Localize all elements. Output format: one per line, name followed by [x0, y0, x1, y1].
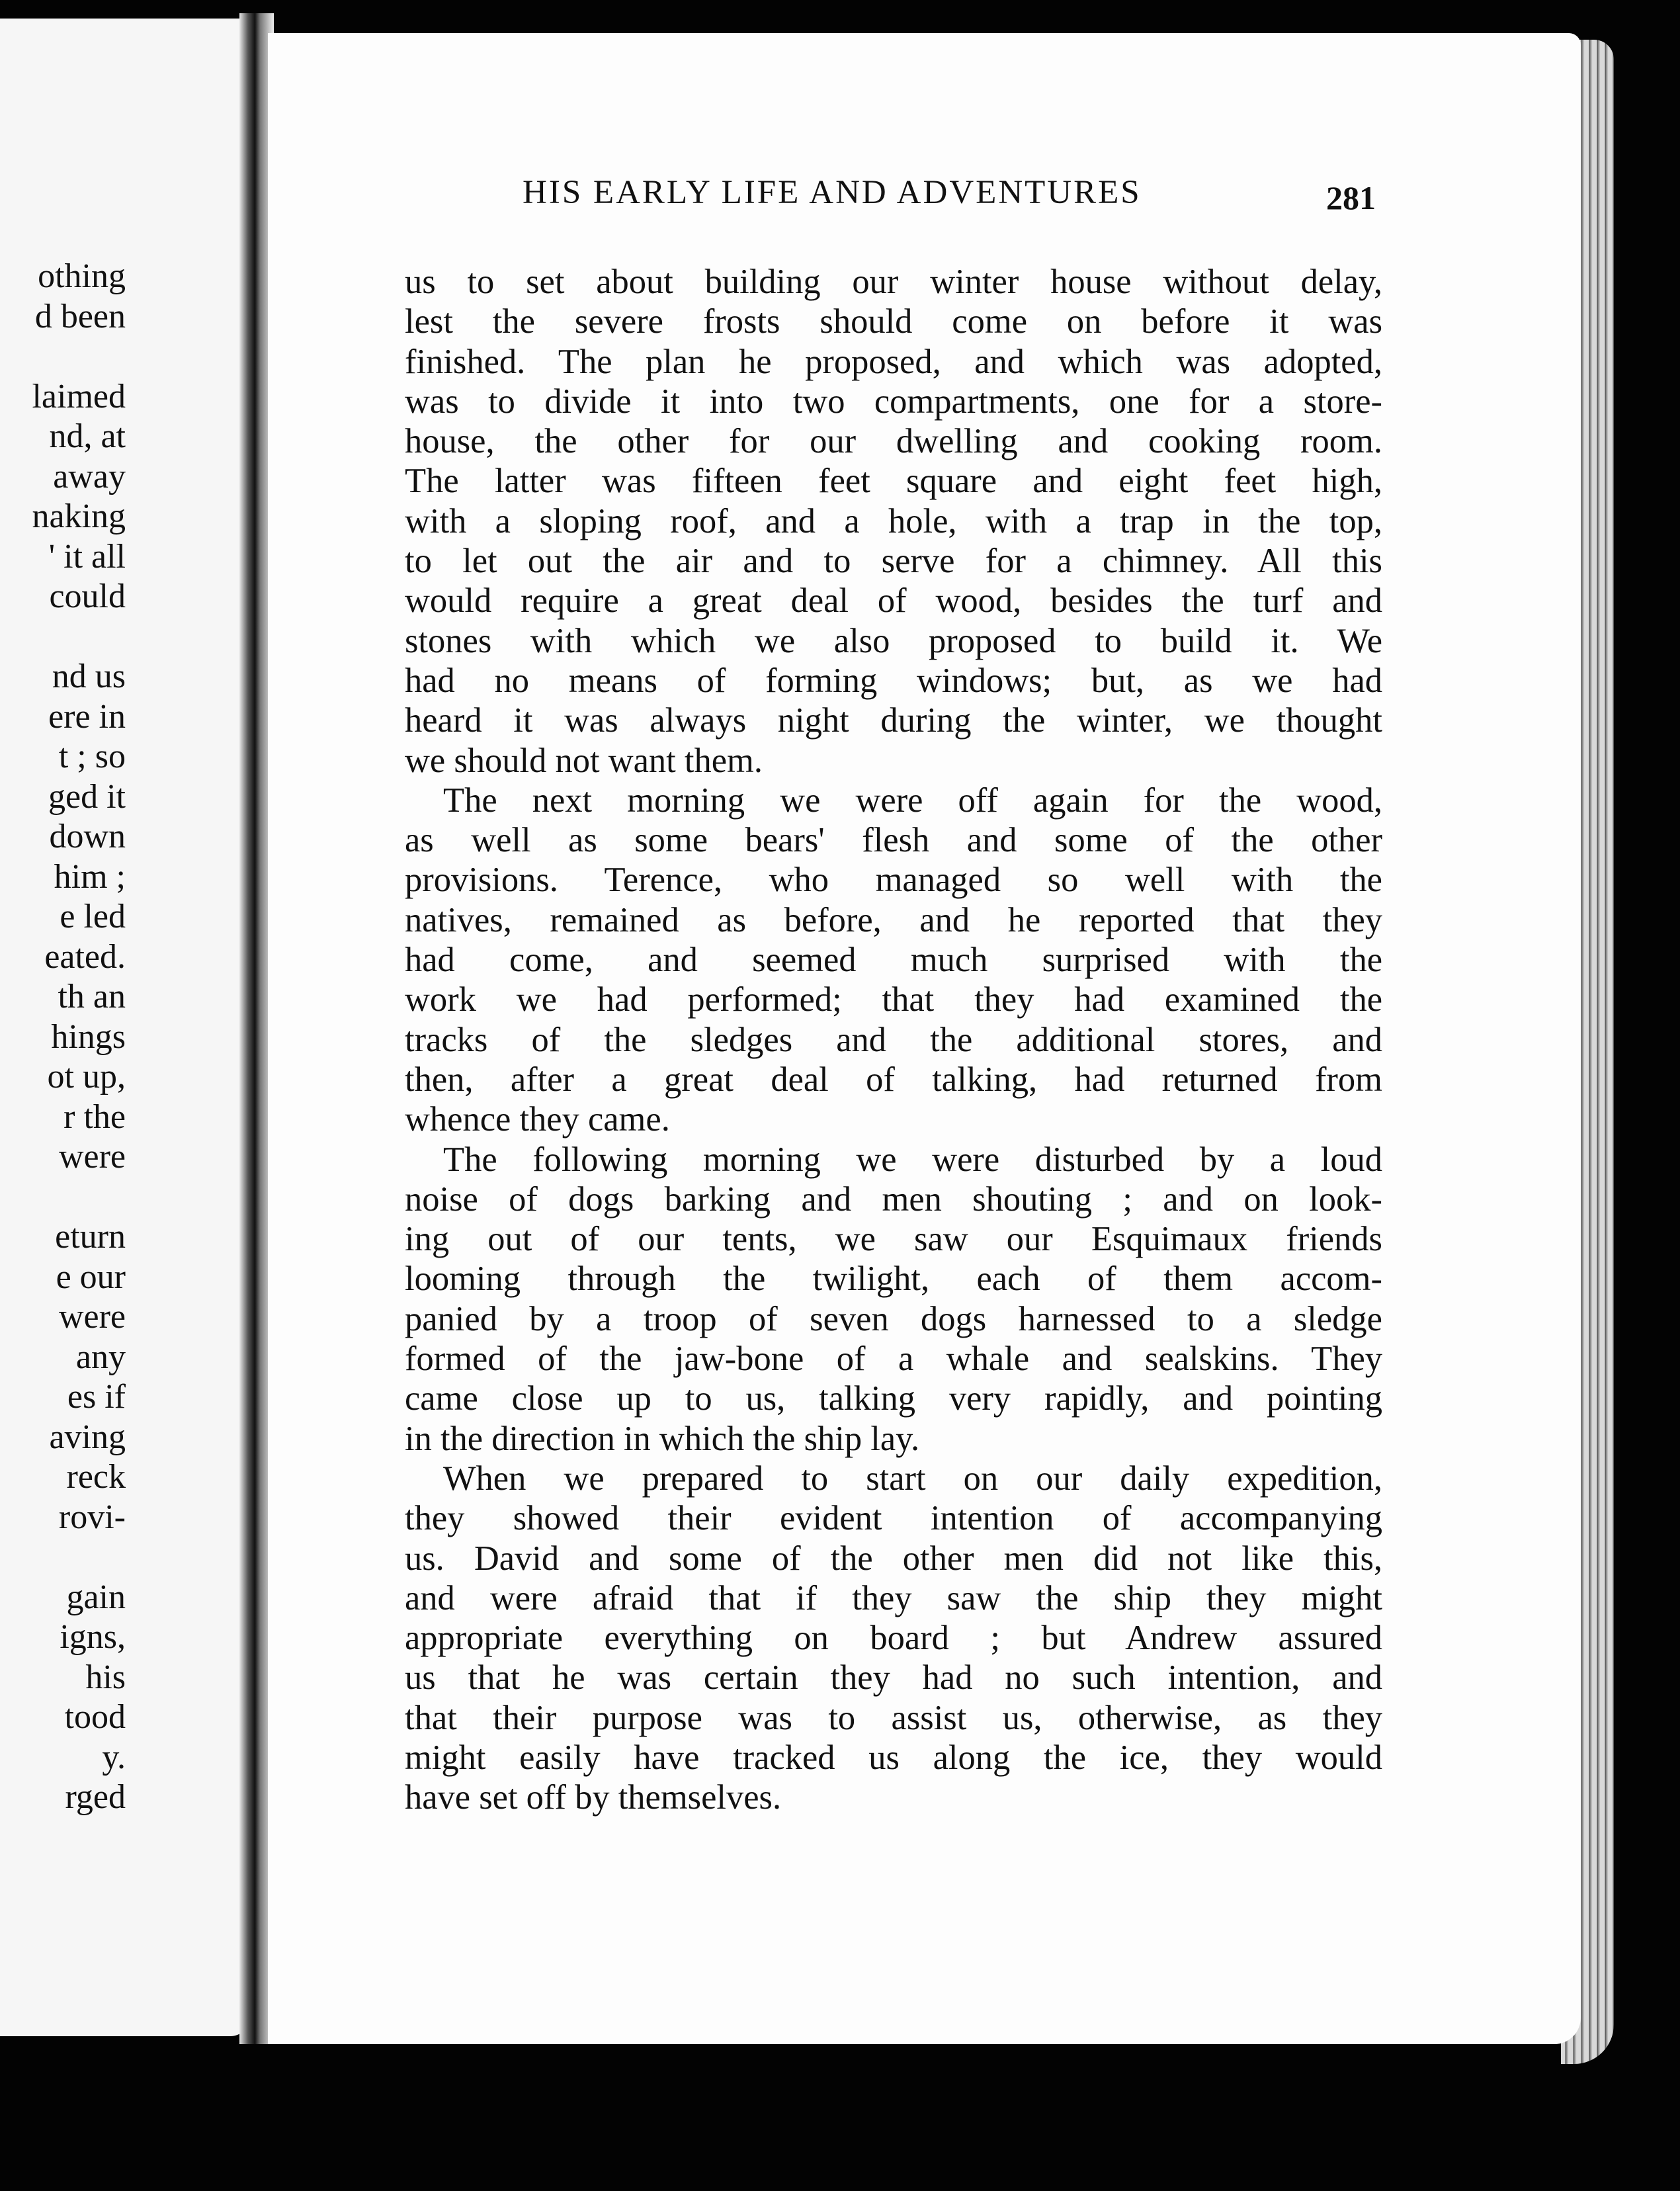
- text-line: we should not want them.: [405, 741, 763, 780]
- text-line: noise of dogs barking and men shouting ; and on look-: [405, 1180, 1382, 1219]
- facing-page-line: [0, 1178, 126, 1218]
- text-line: When we prepared to start on our daily expedition,: [443, 1459, 1382, 1498]
- facing-page-line: ged it: [48, 777, 126, 816]
- facing-page-line: his: [85, 1658, 126, 1696]
- text-line: would require a great deal of wood, besides the turf and: [405, 581, 1382, 621]
- facing-page-line: y.: [102, 1738, 126, 1776]
- text-line: have set off by themselves.: [405, 1778, 782, 1817]
- text-line: had no means of forming windows; but, as we had: [405, 661, 1382, 700]
- facing-page-line: nd us: [52, 658, 126, 695]
- body-text: [405, 262, 1382, 1818]
- facing-page-text: [0, 257, 126, 1818]
- facing-page-line: gain: [66, 1578, 126, 1616]
- text-line: whence they came.: [405, 1100, 670, 1139]
- facing-page-line: could: [49, 578, 126, 615]
- text-line: house, the other for our dwelling and cooking room.: [405, 422, 1382, 461]
- facing-page-line: r the: [63, 1097, 126, 1136]
- facing-page-line: aving: [49, 1418, 126, 1456]
- text-line: formed of the jaw-bone of a whale and sealskins. They: [405, 1340, 1382, 1379]
- facing-page-line: e our: [56, 1258, 126, 1296]
- text-line: and were afraid that if they saw the ship they might: [405, 1578, 1382, 1617]
- facing-page-line: down: [49, 818, 126, 855]
- facing-page-line: laimed: [32, 377, 126, 415]
- facing-page-line: d been: [34, 297, 126, 335]
- facing-page-line: nd, at: [49, 417, 126, 455]
- facing-page-line: ' it all: [48, 537, 126, 576]
- facing-page-line: [0, 617, 126, 658]
- text-line: heard it was always night during the winter, we thought: [405, 701, 1382, 740]
- text-line: stones with which we also proposed to build it. We: [405, 621, 1382, 660]
- facing-page: [0, 19, 250, 2036]
- facing-page-line: him ;: [54, 857, 126, 896]
- text-line: tracks of the sledges and the additional stores, and: [405, 1020, 1382, 1059]
- facing-page-line: ere in: [48, 697, 126, 736]
- text-line: work we had performed; that they had examined the: [405, 980, 1382, 1019]
- text-line: finished. The plan he proposed, and which was adopted,: [405, 342, 1382, 381]
- text-line: lest the severe frosts should come on before it was: [405, 302, 1382, 341]
- text-line: us that he was certain they had no such intention, and: [405, 1658, 1382, 1697]
- facing-page-line: were: [58, 1298, 126, 1336]
- text-line: with a sloping roof, and a hole, with a trap in the top,: [405, 501, 1382, 540]
- text-line: in the direction in which the ship lay.: [405, 1419, 920, 1458]
- facing-page-line: [0, 1537, 126, 1578]
- text-line: looming through the twilight, each of them accom-: [405, 1260, 1382, 1299]
- text-line: as well as some bears' flesh and some of the other: [405, 821, 1382, 860]
- text-line: us. David and some of the other men did not like this,: [405, 1539, 1382, 1578]
- facing-page-line: othing: [38, 257, 126, 295]
- facing-page-line: t ; so: [58, 738, 126, 775]
- facing-page-line: e led: [60, 898, 126, 935]
- facing-page-line: any: [75, 1338, 126, 1376]
- text-line: natives, remained as before, and he reported that they: [405, 900, 1382, 939]
- page-number: 281: [1326, 179, 1376, 216]
- facing-page-line: igns,: [60, 1618, 126, 1656]
- facing-page-line: th an: [58, 978, 126, 1015]
- text-line: to let out the air and to serve for a chimney. All this: [405, 542, 1382, 581]
- facing-page-line: were: [58, 1138, 126, 1176]
- text-line: The following morning we were disturbed by a loud: [443, 1140, 1382, 1179]
- facing-page-line: reck: [66, 1458, 126, 1496]
- facing-page-line: tood: [64, 1698, 126, 1736]
- facing-page-line: rovi-: [58, 1498, 126, 1536]
- facing-page-line: [0, 337, 126, 377]
- text-line: they showed their evident intention of accompanying: [405, 1499, 1382, 1538]
- text-line: then, after a great deal of talking, had returned from: [405, 1060, 1382, 1099]
- text-line: ing out of our tents, we saw our Esquimaux friends: [405, 1220, 1382, 1259]
- facing-page-line: away: [53, 457, 126, 495]
- text-line: might easily have tracked us along the ice, they would: [405, 1738, 1382, 1777]
- text-line: The latter was fifteen feet square and eight feet high,: [405, 462, 1382, 501]
- facing-page-line: rged: [65, 1778, 126, 1816]
- text-line: that their purpose was to assist us, otherwise, as they: [405, 1698, 1382, 1737]
- text-line: was to divide it into two compartments, one for a store-: [405, 382, 1382, 421]
- text-line: had come, and seemed much surprised with the: [405, 941, 1382, 980]
- facing-page-line: ot up,: [47, 1058, 126, 1096]
- facing-page-line: eated.: [44, 937, 126, 976]
- text-line: The next morning we were off again for the wood,: [443, 781, 1382, 820]
- facing-page-line: hings: [51, 1017, 126, 1056]
- text-line: us to set about building our winter house without delay,: [405, 263, 1382, 301]
- facing-page-line: eturn: [55, 1218, 126, 1256]
- running-head: HIS EARLY LIFE AND ADVENTURES: [523, 174, 1142, 211]
- text-line: appropriate everything on board ; but Andrew assured: [405, 1619, 1382, 1658]
- text-line: panied by a troop of seven dogs harnessed to a sledge: [405, 1299, 1382, 1338]
- facing-page-line: es if: [67, 1378, 126, 1416]
- facing-page-line: naking: [32, 497, 126, 535]
- text-line: came close up to us, talking very rapidly, and pointing: [405, 1379, 1382, 1418]
- text-line: provisions. Terence, who managed so well with the: [405, 861, 1382, 900]
